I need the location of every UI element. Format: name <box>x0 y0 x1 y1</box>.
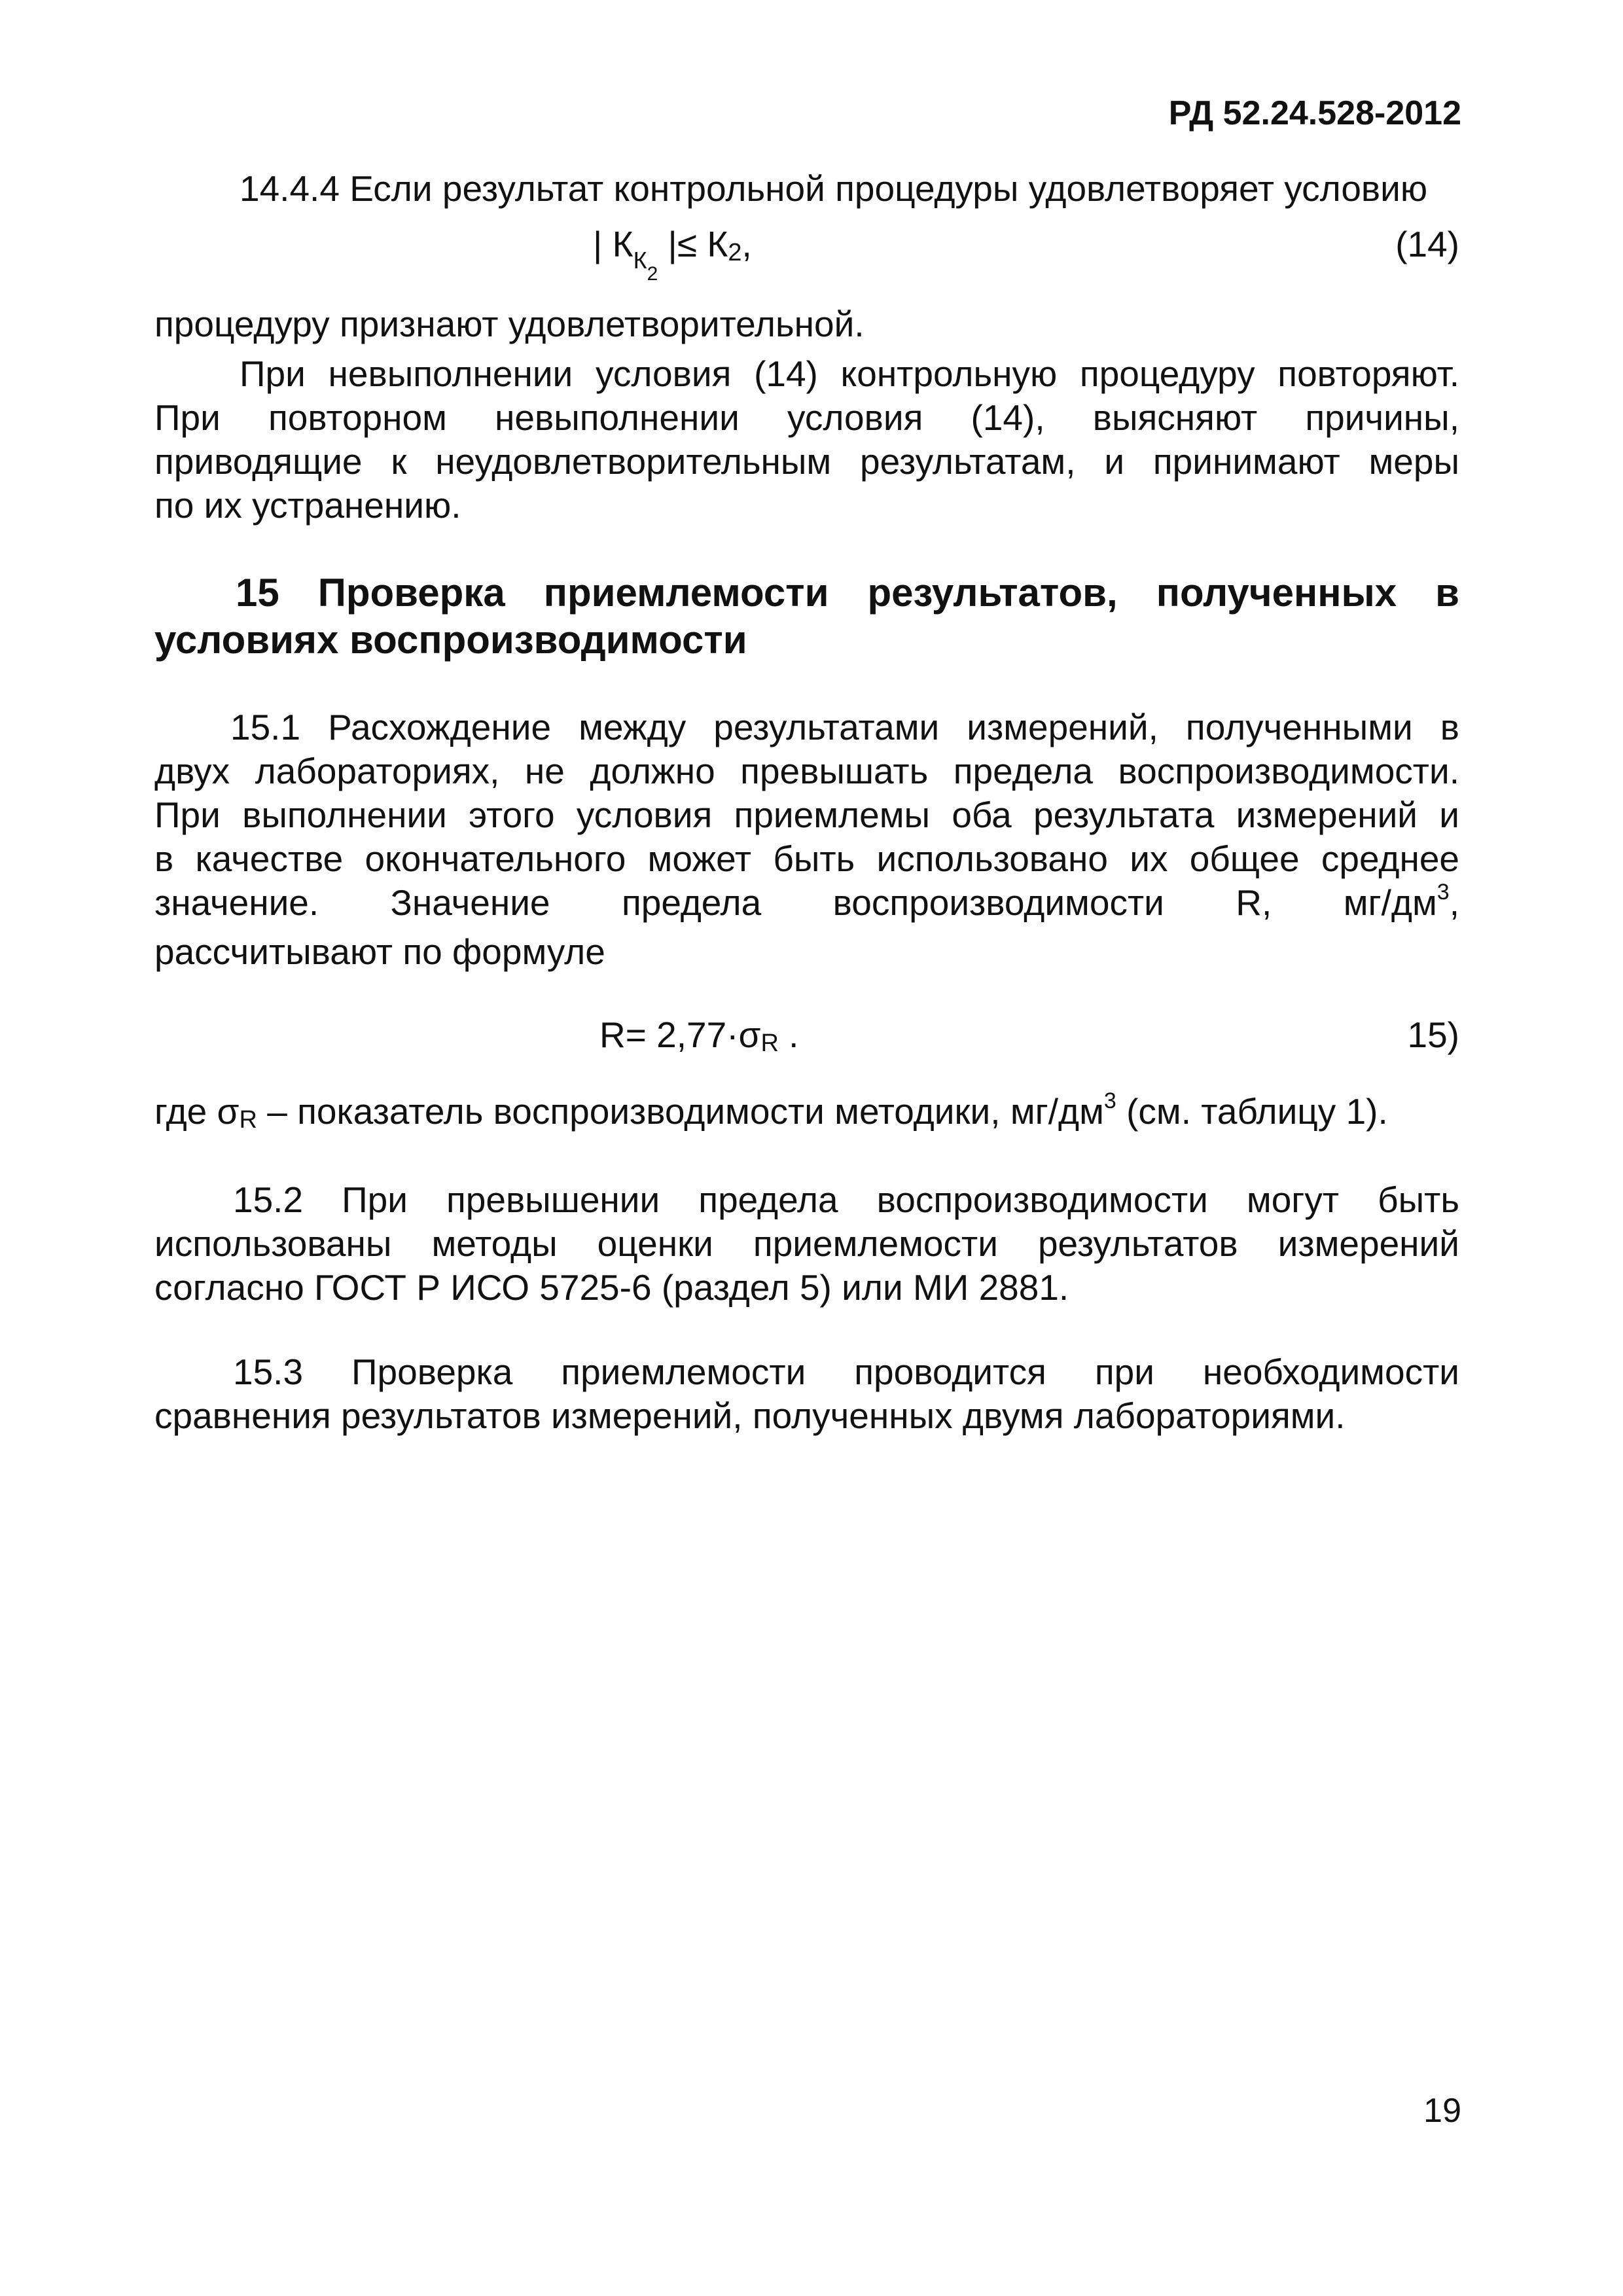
unit-superscript: 3 <box>1436 880 1450 905</box>
line-5-tail: , <box>1449 882 1459 923</box>
paragraph-line: по их устранению. <box>154 485 461 526</box>
paragraph-line: приводящие к неудовлетворительным результатам, и принимают меры <box>154 441 1459 482</box>
paragraph-line: согласно ГОСТ Р ИСО 5725-6 (раздел 5) или МИ 2881. <box>154 1267 1069 1308</box>
clause-14-4-4-after: процедуру признают удовлетворительной. <box>154 304 865 344</box>
formula-15-number: 15) <box>1407 1014 1459 1055</box>
formula-14-sub-k: К <box>633 247 647 274</box>
heading-line: 15 Проверка приемлемости результатов, полученных в <box>236 571 1459 615</box>
clause-14-4-4-result <box>154 302 1459 346</box>
legend-superscript: 3 <box>1103 1088 1116 1113</box>
paragraph-line: сравнения результатов измерений, полученных двумя лабораториями. <box>154 1395 1346 1436</box>
paragraph-line: При выполнении этого условия приемлемы оба результата измерений и <box>154 795 1459 835</box>
formula-15-expression <box>599 1013 798 1062</box>
formula-15 <box>154 1013 1459 1066</box>
formula-14 <box>154 223 1459 285</box>
paragraph-line: в качестве окончательного может быть использовано их общее среднее <box>154 838 1459 879</box>
formula-14-number: (14) <box>1395 224 1459 264</box>
clause-15-1 <box>154 706 1459 974</box>
document-code: РД 52.24.528-2012 <box>1168 94 1461 132</box>
formula-15-legend <box>154 1090 1459 1139</box>
clause-14-4-4-paragraph-2 <box>154 352 1459 528</box>
paragraph-line: При невыполнении условия (14) контрольную процедуру повторяют. <box>240 353 1459 394</box>
clause-15-2 <box>154 1178 1459 1310</box>
formula-15-sub: R <box>760 1030 779 1057</box>
paragraph-line: 15.3 Проверка приемлемости проводится при необходимости <box>233 1352 1459 1392</box>
paragraph-line: рассчитывают по формуле <box>154 931 605 972</box>
formula-15-lhs: R= 2,77·σ <box>599 1014 761 1055</box>
formula-15-dot: . <box>778 1014 799 1055</box>
formula-14-rest: |≤ К <box>658 224 728 264</box>
paragraph-line: использованы методы оценки приемлемости результатов измерений <box>154 1223 1459 1264</box>
legend-prefix: где σ <box>154 1091 240 1132</box>
formula-14-k: | К <box>593 224 633 264</box>
legend-sub: R <box>239 1106 257 1134</box>
clause-14-4-4-text: 14.4.4 Если результат контрольной процедуры удовлетворяет условию <box>240 168 1428 209</box>
line-5-text: значение. Значение предела воспроизводимости R, мг/дм <box>154 882 1437 923</box>
paragraph-line: 15.2 При превышении предела воспроизводимости могут быть <box>233 1179 1459 1220</box>
section-15-heading <box>154 569 1459 664</box>
paragraph-line: При повторном невыполнении условия (14), выясняют причины, <box>154 397 1459 438</box>
clause-15-3 <box>154 1350 1459 1438</box>
clause-14-4-4-intro <box>240 167 1459 211</box>
paragraph-line: 15.1 Расхождение между результатами измерений, полученными в <box>230 707 1459 747</box>
legend-tail: (см. таблицу 1). <box>1116 1091 1388 1132</box>
heading-line: условиях воспроизводимости <box>154 618 747 662</box>
paragraph-line: двух лабораториях, не должно превышать предела воспроизводимости. <box>154 751 1459 791</box>
page-number: 19 <box>1423 2092 1461 2130</box>
formula-14-tail: , <box>741 224 752 264</box>
formula-14-rest-sub: 2 <box>728 239 742 266</box>
paragraph-line-with-unit <box>154 881 1459 930</box>
formula-14-sub-2: 2 <box>647 263 658 285</box>
legend-text: – показатель воспроизводимости методики, мг/дм <box>257 1091 1104 1132</box>
formula-14-expression <box>593 223 752 285</box>
